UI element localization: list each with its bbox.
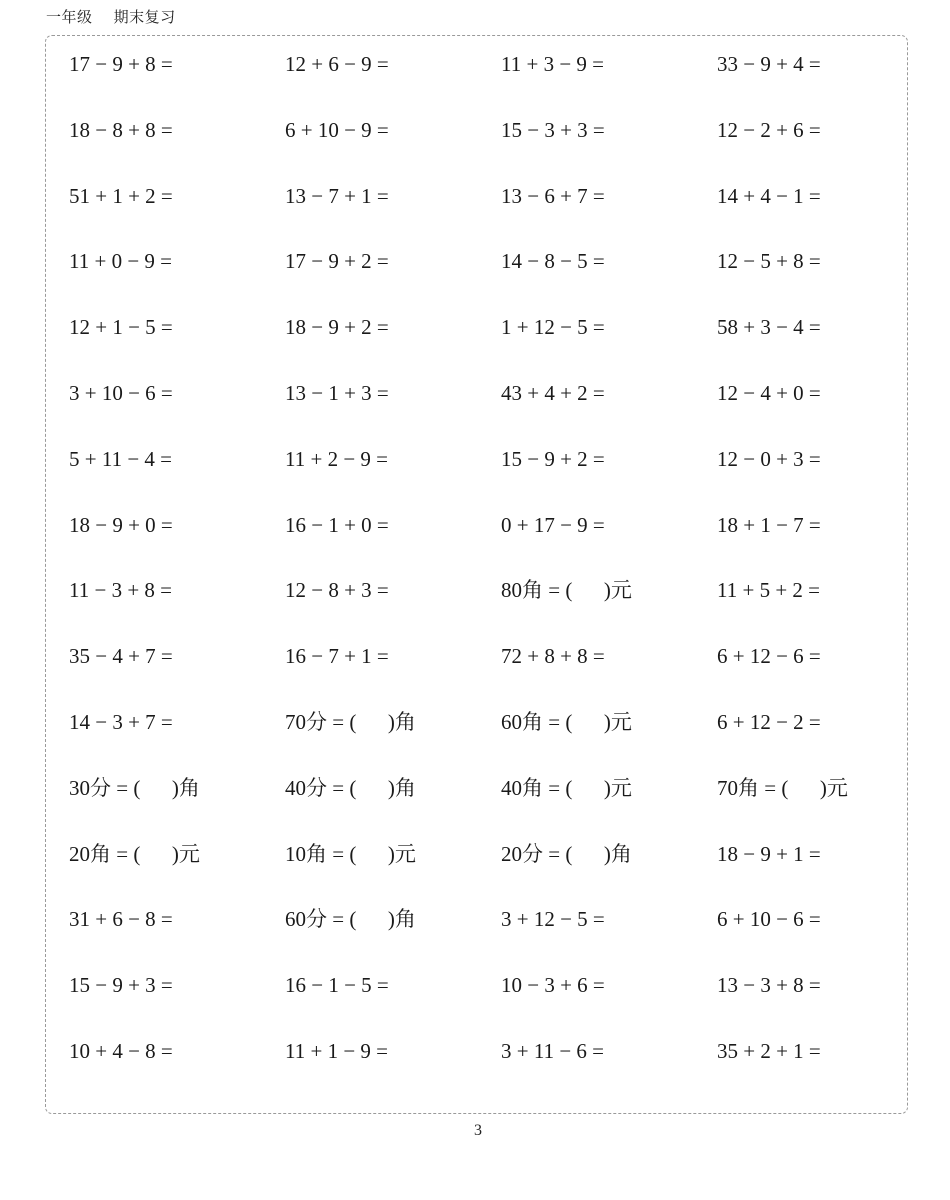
math-problem: 40角 = ( )元 <box>501 775 632 800</box>
math-problem: 12 − 4 + 0 = <box>717 380 821 405</box>
math-problem: 58 + 3 − 4 = <box>717 315 821 340</box>
math-problem: 18 + 1 − 7 = <box>717 512 821 537</box>
math-problem: 12 − 8 + 3 = <box>285 578 389 603</box>
math-problem: 12 + 1 − 5 = <box>69 315 173 340</box>
math-problem: 3 + 10 − 6 = <box>69 380 173 405</box>
math-problem: 15 − 9 + 2 = <box>501 446 605 471</box>
math-problem: 10角 = ( )元 <box>285 841 416 866</box>
math-problem: 12 − 2 + 6 = <box>717 117 821 142</box>
problem-row <box>69 967 909 1033</box>
math-problem: 18 − 9 + 1 = <box>717 841 821 866</box>
math-problem: 16 − 7 + 1 = <box>285 644 389 669</box>
math-problem: 6 + 10 − 9 = <box>285 117 389 142</box>
problem-row <box>69 243 909 309</box>
problem-row <box>69 901 909 967</box>
math-problem: 16 − 1 − 5 = <box>285 973 389 998</box>
math-problem: 13 − 7 + 1 = <box>285 183 389 208</box>
math-problem: 17 − 9 + 8 = <box>69 52 173 76</box>
header-title: 期末复习 <box>113 8 176 26</box>
math-problem: 70角 = ( )元 <box>717 775 848 800</box>
math-problem: 6 + 12 − 2 = <box>717 709 821 734</box>
math-problem: 14 − 3 + 7 = <box>69 709 173 734</box>
problem-row <box>69 46 909 112</box>
math-problem: 51 + 1 + 2 = <box>69 183 173 208</box>
math-problem: 18 − 9 + 2 = <box>285 315 389 340</box>
math-problem: 15 − 3 + 3 = <box>501 117 605 142</box>
problem-row <box>69 1033 909 1099</box>
math-problem: 20角 = ( )元 <box>69 841 200 866</box>
math-problem: 13 − 3 + 8 = <box>717 973 821 998</box>
math-problem: 3 + 11 − 6 = <box>501 1038 605 1063</box>
math-problem: 20分 = ( )角 <box>501 841 632 866</box>
problem-row <box>69 770 909 836</box>
math-problem: 12 − 5 + 8 = <box>717 249 821 274</box>
math-problem: 11 + 1 − 9 = <box>285 1038 389 1063</box>
problem-row <box>69 309 909 375</box>
problem-row <box>69 178 909 244</box>
math-problem: 11 − 3 + 8 = <box>69 578 173 603</box>
math-problem: 10 − 3 + 6 = <box>501 973 605 998</box>
math-problem: 35 + 2 + 1 = <box>717 1038 821 1063</box>
math-problem: 13 − 1 + 3 = <box>285 380 389 405</box>
math-problem: 11 + 2 − 9 = <box>285 446 389 471</box>
math-problem: 18 − 9 + 0 = <box>69 512 173 537</box>
math-problem: 13 − 6 + 7 = <box>501 183 605 208</box>
math-problem: 18 − 8 + 8 = <box>69 117 173 142</box>
math-problem: 3 + 12 − 5 = <box>501 907 605 932</box>
math-problem: 12 + 6 − 9 = <box>285 52 389 76</box>
math-problem: 14 − 8 − 5 = <box>501 249 605 274</box>
problem-row <box>69 112 909 178</box>
page-number: 3 <box>474 1122 482 1139</box>
math-problem: 11 + 5 + 2 = <box>717 578 821 603</box>
math-problem: 10 + 4 − 8 = <box>69 1038 173 1063</box>
header-grade: 一年级 <box>46 8 93 26</box>
math-problem: 17 − 9 + 2 = <box>285 249 389 274</box>
math-problem: 11 + 0 − 9 = <box>69 249 173 274</box>
problem-row <box>69 441 909 507</box>
math-problem: 60角 = ( )元 <box>501 709 632 734</box>
math-problem: 31 + 6 − 8 = <box>69 907 173 932</box>
math-problem: 11 + 3 − 9 = <box>501 52 605 76</box>
math-problem: 14 + 4 − 1 = <box>717 183 821 208</box>
math-problem: 6 + 10 − 6 = <box>717 907 821 932</box>
math-problem: 33 − 9 + 4 = <box>717 52 821 76</box>
problem-row <box>69 572 909 638</box>
math-problem: 0 + 17 − 9 = <box>501 512 605 537</box>
problem-row <box>69 836 909 902</box>
math-problem: 15 − 9 + 3 = <box>69 973 173 998</box>
math-problem: 70分 = ( )角 <box>285 709 416 734</box>
problem-row <box>69 704 909 770</box>
problem-row <box>69 638 909 704</box>
math-problem: 6 + 12 − 6 = <box>717 644 821 669</box>
problem-grid <box>69 46 909 1099</box>
math-problem: 60分 = ( )角 <box>285 907 416 932</box>
math-problem: 40分 = ( )角 <box>285 775 416 800</box>
math-problem: 43 + 4 + 2 = <box>501 380 605 405</box>
problem-row <box>69 375 909 441</box>
math-problem: 72 + 8 + 8 = <box>501 644 605 669</box>
math-problem: 30分 = ( )角 <box>69 775 200 800</box>
math-problem: 35 − 4 + 7 = <box>69 644 173 669</box>
math-problem: 16 − 1 + 0 = <box>285 512 389 537</box>
math-problem: 1 + 12 − 5 = <box>501 315 605 340</box>
math-problem: 80角 = ( )元 <box>501 578 632 603</box>
math-problem: 12 − 0 + 3 = <box>717 446 821 471</box>
math-problem: 5 + 11 − 4 = <box>69 446 173 471</box>
page-header <box>46 6 176 27</box>
problem-row <box>69 507 909 573</box>
